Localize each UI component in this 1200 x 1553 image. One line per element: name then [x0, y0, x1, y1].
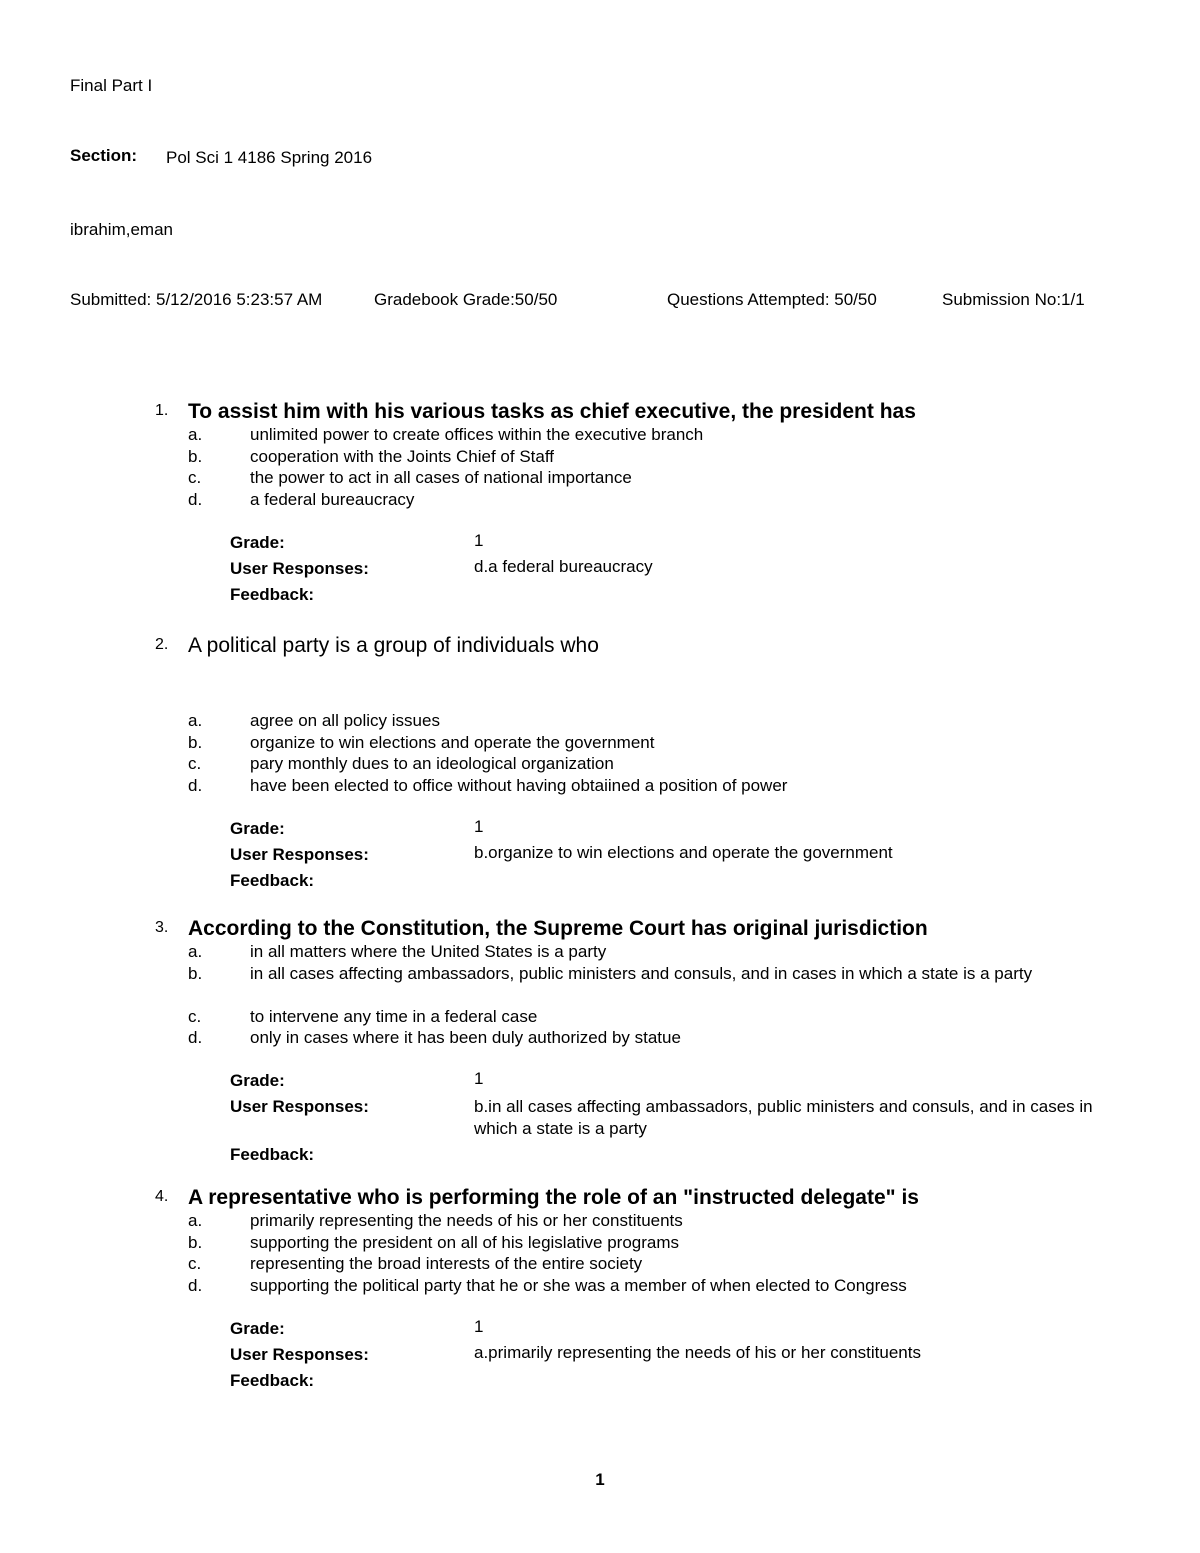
option-d [0, 1275, 1200, 1297]
option-text: a federal bureaucracy [250, 489, 415, 509]
grade-row [0, 1316, 1200, 1342]
option-letter: b. [188, 732, 203, 752]
grade-value: 1 [474, 531, 484, 550]
questions-attempted: Questions Attempted: 50/50 [667, 290, 877, 309]
option-d [0, 1027, 1200, 1049]
option-text: unlimited power to create offices within the executive branch [250, 425, 704, 444]
option-c [0, 1006, 1200, 1028]
option-a [0, 710, 1200, 732]
option-a [0, 941, 1200, 963]
feedback-label: Feedback: [230, 1145, 315, 1164]
question-number: 3. [155, 919, 169, 936]
question-number: 4. [155, 1188, 169, 1205]
option-list [0, 710, 1200, 796]
option-letter: a. [188, 1211, 203, 1230]
option-b [0, 963, 1200, 1006]
option-text: in all matters where the United States is a party [250, 942, 607, 961]
question-text: A political party is a group of individuals who [188, 634, 599, 657]
feedback-label: Feedback: [230, 585, 315, 604]
feedback-row [0, 1142, 1200, 1168]
user-response-value: b.in all cases affecting ambassadors, public ministers and consuls, and in cases in which a state is a party [474, 1097, 1093, 1138]
option-b [0, 732, 1200, 754]
grade-value: 1 [474, 1317, 484, 1336]
option-letter: c. [188, 754, 202, 773]
option-text: primarily representing the needs of his or her constituents [250, 1211, 683, 1230]
submitted-timestamp: Submitted: 5/12/2016 5:23:57 AM [70, 290, 323, 309]
grade-label: Grade: [230, 819, 285, 838]
option-text: agree on all policy issues [250, 711, 440, 730]
user-response-row [0, 1094, 1200, 1142]
student-name: ibrahim,eman [70, 220, 173, 239]
grade-value: 1 [474, 1069, 484, 1088]
user-response-row [0, 556, 1200, 582]
option-letter: b. [188, 963, 203, 983]
option-letter: a. [188, 942, 203, 961]
option-d [0, 489, 1200, 511]
option-text: the power to act in all cases of national importance [250, 468, 632, 487]
option-letter: a. [188, 711, 203, 730]
option-letter: d. [188, 1275, 203, 1295]
option-letter: c. [188, 468, 202, 487]
option-letter: a. [188, 425, 203, 444]
gradebook-grade: Gradebook Grade:50/50 [374, 290, 558, 309]
page-number: 1 [595, 1470, 605, 1489]
question-text: According to the Constitution, the Supreme Court has original jurisdiction [188, 917, 928, 940]
option-letter: c. [188, 1254, 202, 1273]
section-label: Section: [70, 146, 138, 165]
option-text: organize to win elections and operate the government [250, 732, 655, 752]
feedback-label: Feedback: [230, 871, 315, 890]
section-value: Pol Sci 1 4186 Spring 2016 [166, 148, 373, 167]
option-text: to intervene any time in a federal case [250, 1006, 538, 1026]
result-block [0, 530, 1200, 608]
option-list [0, 1210, 1200, 1296]
option-letter: d. [188, 1028, 203, 1047]
submission-number: Submission No:1/1 [942, 290, 1085, 309]
user-response-label: User Responses: [230, 1345, 369, 1364]
user-response-row [0, 1342, 1200, 1368]
question-number: 2. [155, 636, 169, 653]
option-b [0, 1232, 1200, 1254]
feedback-row [0, 582, 1200, 608]
result-block [0, 1068, 1200, 1168]
option-list [0, 424, 1200, 510]
grade-label: Grade: [230, 1071, 285, 1090]
option-text: in all cases affecting ambassadors, public ministers and consuls, and in cases in which a state is a party [250, 963, 1033, 983]
option-letter: c. [188, 1006, 202, 1026]
feedback-row [0, 1368, 1200, 1394]
user-response-value: b.organize to win elections and operate the government [474, 843, 893, 862]
option-a [0, 424, 1200, 446]
result-block [0, 1316, 1200, 1394]
option-c [0, 467, 1200, 489]
user-response-label: User Responses: [230, 1097, 369, 1116]
option-letter: b. [188, 1232, 203, 1252]
grade-value: 1 [474, 817, 484, 836]
question-text: A representative who is performing the role of an "instructed delegate" is [188, 1186, 919, 1209]
user-response-value: d.a federal bureaucracy [474, 557, 653, 576]
option-text: cooperation with the Joints Chief of Staff [250, 446, 554, 466]
question-number: 1. [155, 402, 169, 419]
option-d [0, 775, 1200, 797]
option-letter: d. [188, 489, 203, 509]
grade-row [0, 816, 1200, 842]
option-c [0, 1253, 1200, 1275]
question-text: To assist him with his various tasks as chief executive, the president has [188, 400, 916, 423]
option-text: have been elected to office without having obtaiined a position of power [250, 775, 788, 795]
option-text: pary monthly dues to an ideological organization [250, 754, 614, 773]
option-text: representing the broad interests of the entire society [250, 1254, 643, 1273]
option-text: only in cases where it has been duly authorized by statue [250, 1028, 681, 1047]
user-response-label: User Responses: [230, 559, 369, 578]
option-list [0, 941, 1200, 1049]
grade-label: Grade: [230, 533, 285, 552]
user-response-value: a.primarily representing the needs of his or her constituents [474, 1343, 921, 1362]
feedback-label: Feedback: [230, 1371, 315, 1390]
option-text: supporting the president on all of his legislative programs [250, 1232, 680, 1252]
grade-row [0, 530, 1200, 556]
option-letter: b. [188, 446, 203, 466]
option-text: supporting the political party that he or she was a member of when elected to Congress [250, 1275, 907, 1295]
grade-row [0, 1068, 1200, 1094]
user-response-row [0, 842, 1200, 868]
option-letter: d. [188, 775, 203, 795]
feedback-row [0, 868, 1200, 894]
document-title: Final Part I [70, 76, 153, 95]
option-b [0, 446, 1200, 468]
grade-label: Grade: [230, 1319, 285, 1338]
user-response-label: User Responses: [230, 845, 369, 864]
result-block [0, 816, 1200, 894]
option-c [0, 753, 1200, 775]
option-a [0, 1210, 1200, 1232]
